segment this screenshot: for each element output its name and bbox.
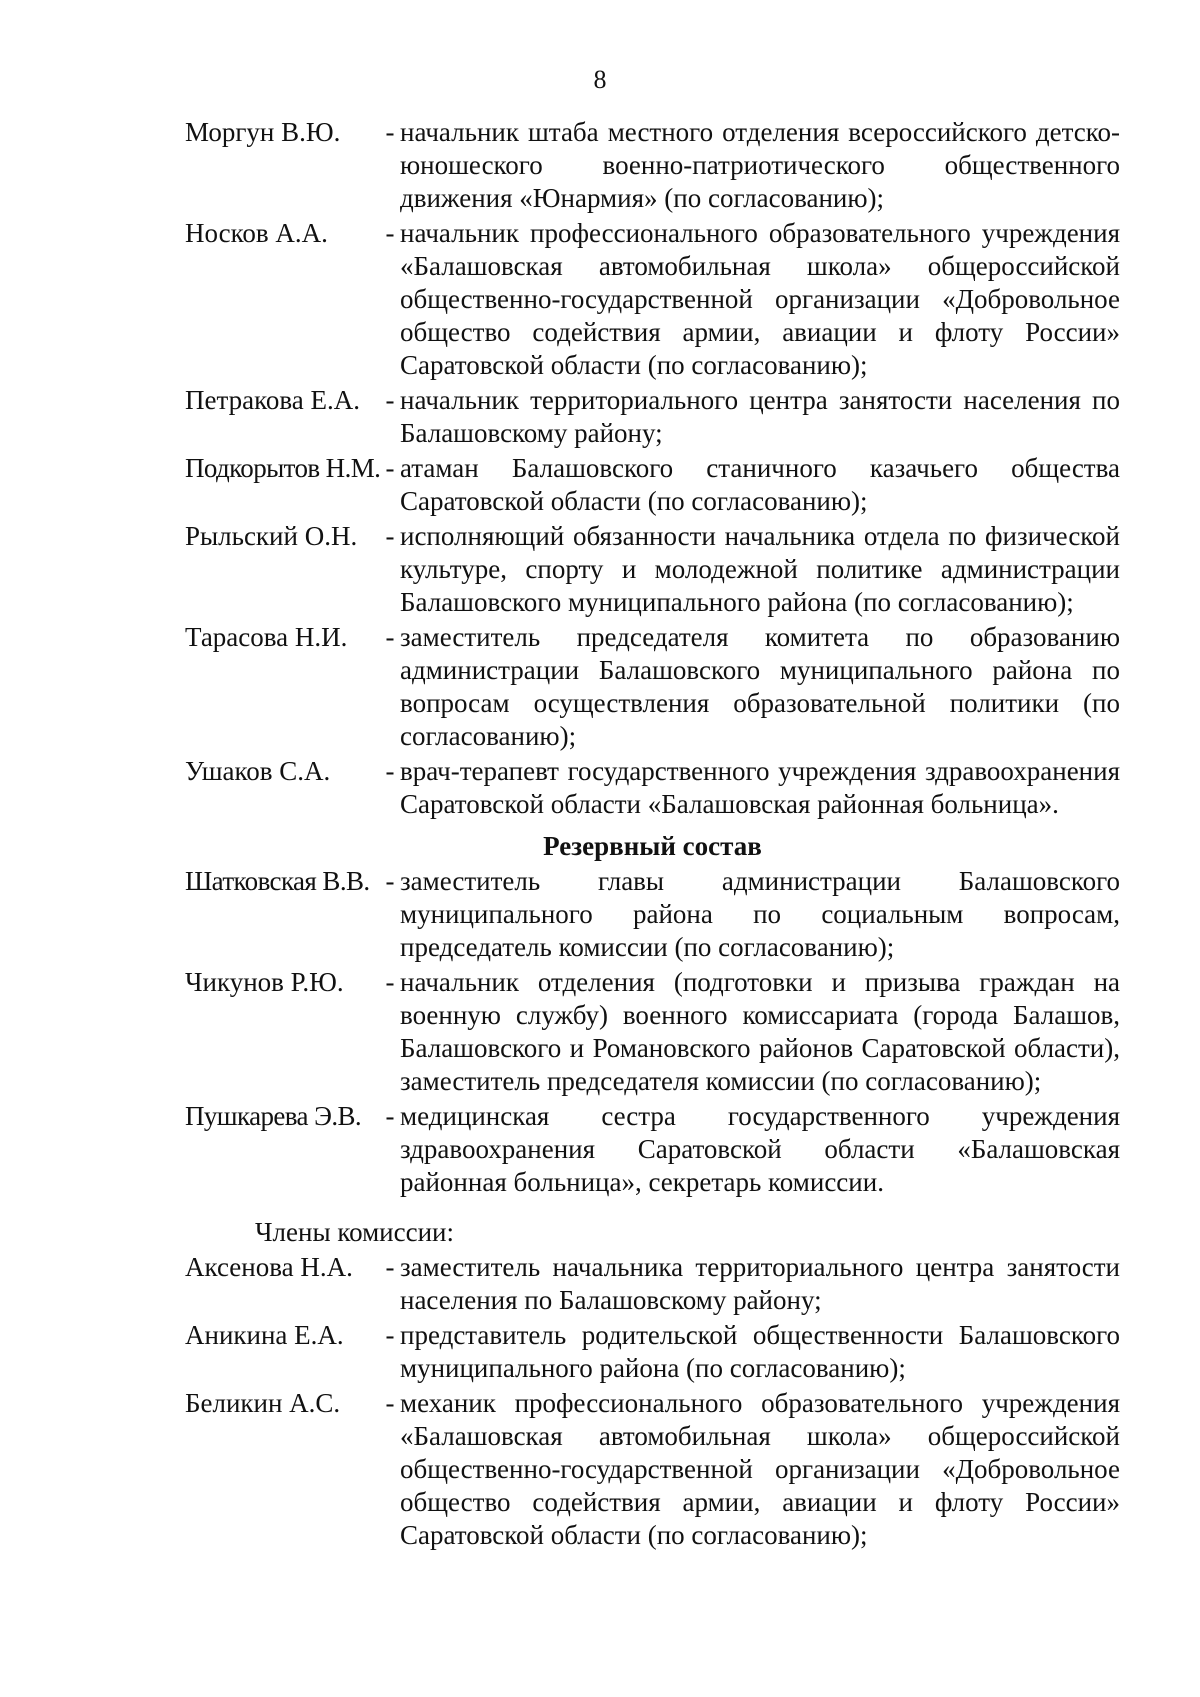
member-name: Петракова Е.А. xyxy=(185,385,360,415)
member-description: заместитель председателя комитета по образованию администрации Балашовского муниципального района по вопросам осуществления образовательной политики (по согласованию); xyxy=(400,622,1120,751)
section-heading: Резервный состав xyxy=(543,831,762,861)
member-dash: - xyxy=(385,453,395,483)
list-item xyxy=(185,865,1120,964)
member-name: Моргун В.Ю. xyxy=(185,117,341,147)
member-dash: - xyxy=(385,866,395,896)
member-dash: - xyxy=(385,218,395,248)
list-item xyxy=(185,384,1120,450)
page-number: 8 xyxy=(593,65,607,94)
list-item xyxy=(185,1319,1120,1385)
member-name: Подкорытов Н.М. xyxy=(185,453,381,483)
main-members-list xyxy=(185,116,1120,821)
member-name: Ушаков С.А. xyxy=(185,756,331,786)
list-item xyxy=(185,1100,1120,1199)
list-item xyxy=(185,966,1120,1098)
member-dash: - xyxy=(385,117,395,147)
member-name: Тарасова Н.И. xyxy=(185,622,348,652)
list-item xyxy=(185,1387,1120,1552)
member-dash: - xyxy=(385,756,395,786)
member-description: представитель родительской общественности Балашовского муниципального района (по согласованию); xyxy=(400,1320,1120,1383)
member-description: начальник отделения (подготовки и призыва граждан на военную службу) военного комиссариата (города Балашов, Балашовского и Романовского районов Саратовской области), заместитель председателя комиссии (по согласованию); xyxy=(400,967,1120,1096)
member-name: Пушкарева Э.В. xyxy=(185,1101,362,1131)
member-description: врач-терапевт государственного учреждения здравоохранения Саратовской области «Балашовская районная больница». xyxy=(400,756,1120,819)
members-label: Члены комиссии: xyxy=(255,1217,454,1247)
member-name: Рыльский О.Н. xyxy=(185,521,358,551)
member-description: начальник штаба местного отделения всероссийского детско-юношеского военно-патриотического общественного движения «Юнармия» (по согласованию); xyxy=(400,117,1120,213)
member-description: начальник профессионального образовательного учреждения «Балашовская автомобильная школа» общероссийской общественно-государственной организации «Добровольное общество содействия армии, авиации и флоту России» Саратовской области (по согласованию); xyxy=(400,218,1120,380)
reserve-members-section xyxy=(185,1216,1120,1552)
member-description: заместитель главы администрации Балашовского муниципального района по социальным вопросам, председатель комиссии (по согласованию); xyxy=(400,866,1120,962)
member-dash: - xyxy=(385,1388,395,1418)
member-dash: - xyxy=(385,1101,395,1131)
list-item xyxy=(185,1251,1120,1317)
member-dash: - xyxy=(385,1320,395,1350)
member-dash: - xyxy=(385,967,395,997)
member-name: Беликин А.С. xyxy=(185,1388,341,1418)
member-description: медицинская сестра государственного учреждения здравоохранения Саратовской области «Балашовская районная больница», секретарь комиссии. xyxy=(400,1101,1120,1197)
member-description: механик профессионального образовательного учреждения «Балашовская автомобильная школа» общероссийской общественно-государственной организации «Добровольное общество содействия армии, авиации и флоту России» Саратовской области (по согласованию); xyxy=(400,1388,1120,1550)
member-name: Аникина Е.А. xyxy=(185,1320,344,1350)
member-name: Шатковская В.В. xyxy=(185,866,370,896)
member-description: исполняющий обязанности начальника отдела по физической культуре, спорту и молодежной политике администрации Балашовского муниципального района (по согласованию); xyxy=(400,521,1120,617)
member-description: заместитель начальника территориального центра занятости населения по Балашовскому району; xyxy=(400,1252,1120,1315)
reserve-section xyxy=(185,830,1120,1199)
list-item xyxy=(185,755,1120,821)
member-description: атаман Балашовского станичного казачьего общества Саратовской области (по согласованию); xyxy=(400,453,1120,516)
member-dash: - xyxy=(385,521,395,551)
member-dash: - xyxy=(385,622,395,652)
list-item xyxy=(185,452,1120,518)
list-item xyxy=(185,116,1120,215)
member-description: начальник территориального центра занятости населения по Балашовскому району; xyxy=(400,385,1120,448)
member-name: Аксенова Н.А. xyxy=(185,1252,353,1282)
member-dash: - xyxy=(385,385,395,415)
member-name: Носков А.А. xyxy=(185,218,328,248)
member-dash: - xyxy=(385,1252,395,1282)
list-item xyxy=(185,217,1120,382)
member-name: Чикунов Р.Ю. xyxy=(185,967,344,997)
list-item xyxy=(185,621,1120,753)
list-item xyxy=(185,520,1120,619)
